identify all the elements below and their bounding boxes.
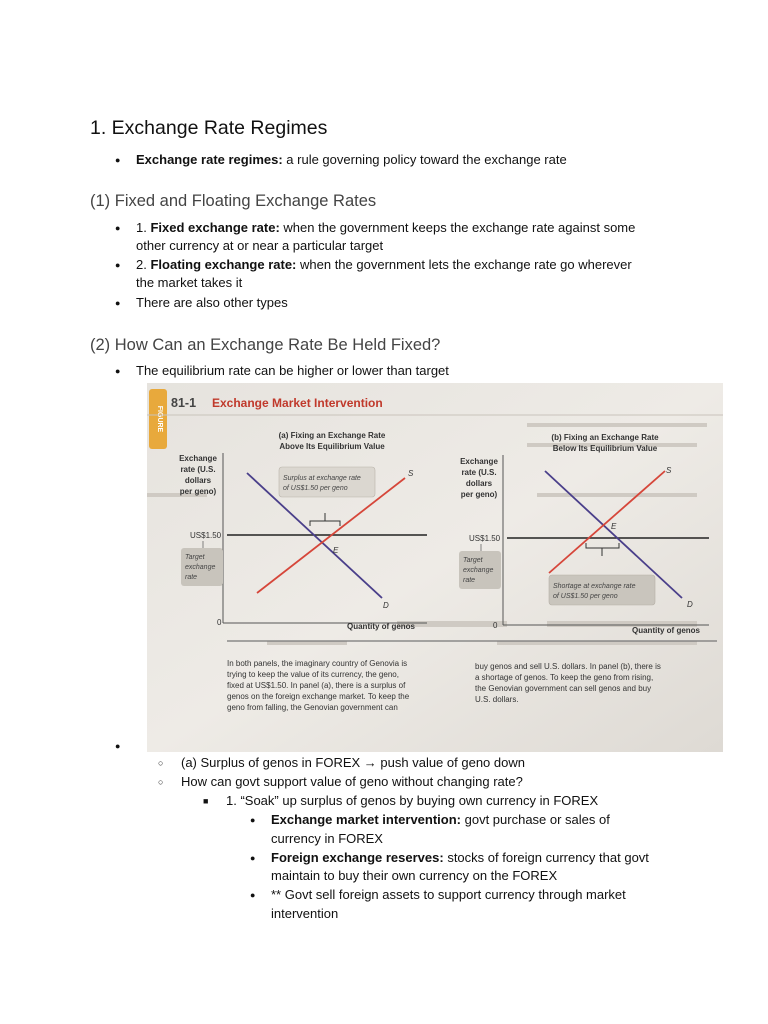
term: Fixed exchange rate: xyxy=(150,220,280,235)
figure-number: 81-1 xyxy=(171,396,197,410)
target-label: exchange xyxy=(185,564,216,571)
bullet-icon: ● xyxy=(250,853,256,863)
panel-a-title: (a) Fixing an Exchange Rate xyxy=(278,431,386,440)
bullet-icon: ● xyxy=(115,223,121,233)
figure-tab-label: FIGURE xyxy=(156,405,163,433)
term: Floating exchange rate: xyxy=(150,257,297,272)
fixed-rate-bullet xyxy=(136,219,635,238)
continuation-line: other currency at or near a particular target xyxy=(136,238,384,253)
surplus-note: (a) Surplus of genos in FOREX → push value of geno down xyxy=(181,755,525,770)
section-heading: (1) Fixed and Floating Exchange Rates xyxy=(90,192,377,210)
number: 1. xyxy=(136,220,151,235)
figure-photo xyxy=(147,383,723,752)
callout-text: of US$1.50 per geno xyxy=(283,485,348,492)
supply-label: S xyxy=(666,466,672,475)
x-axis-label: Quantity of genos xyxy=(632,626,700,635)
term: Exchange market intervention: xyxy=(271,812,461,827)
page-title: 1. Exchange Rate Regimes xyxy=(90,117,328,139)
y-axis-label: Exchange xyxy=(460,457,498,466)
equilibrium-bullet: The equilibrium rate can be higher or lower than target xyxy=(136,363,449,378)
y-axis-label: per geno) xyxy=(179,487,217,496)
caption-line: trying to keep the value of its currency, the geno, xyxy=(227,670,399,679)
y-axis-label: dollars xyxy=(184,476,212,485)
origin-label: 0 xyxy=(217,618,222,627)
target-label: Target xyxy=(185,554,205,561)
intro-bullet xyxy=(136,151,567,170)
target-label: Target xyxy=(463,557,483,564)
equilibrium-label: E xyxy=(611,522,617,531)
origin-label: 0 xyxy=(493,621,498,630)
intervention-bullet xyxy=(271,811,610,830)
number: 2. xyxy=(136,257,151,272)
y-axis-label: Exchange xyxy=(179,454,217,463)
bullet-icon: ● xyxy=(250,890,256,900)
bullet-icon: ● xyxy=(115,298,121,308)
floating-rate-bullet xyxy=(136,256,632,275)
question-note: How can govt support value of geno without changing rate? xyxy=(181,774,523,789)
caption-line: geno from falling, the Genovian government can xyxy=(227,703,398,712)
other-types-bullet: There are also other types xyxy=(136,295,288,310)
definition: a rule governing policy toward the exchange rate xyxy=(282,152,567,167)
target-label: rate xyxy=(185,574,198,581)
y-axis-label: rate (U.S. xyxy=(461,468,497,477)
caption-line: genos on the foreign exchange market. To keep the xyxy=(227,692,410,701)
continuation-line: maintain to buy their own currency on the FOREX xyxy=(271,868,558,883)
continuation-line: intervention xyxy=(271,906,339,921)
definition: stocks of foreign currency that govt xyxy=(443,850,649,865)
square-bullet-icon: ■ xyxy=(203,796,209,806)
x-axis-label: Quantity of genos xyxy=(347,622,415,631)
continuation-line: currency in FOREX xyxy=(271,831,383,846)
bullet-icon: ● xyxy=(250,815,256,825)
target-label: rate xyxy=(463,577,476,584)
bullet-icon: ● xyxy=(115,155,121,165)
hollow-bullet-icon: ○ xyxy=(158,777,164,787)
panel-b-title: (b) Fixing an Exchange Rate xyxy=(551,433,659,442)
supply-label: S xyxy=(408,469,414,478)
bullet-icon: ● xyxy=(115,741,121,751)
hollow-bullet-icon: ○ xyxy=(158,758,164,768)
demand-label: D xyxy=(687,600,693,609)
equilibrium-label: E xyxy=(333,546,339,555)
soak-note: 1. “Soak” up surplus of genos by buying own currency in FOREX xyxy=(226,793,599,808)
definition: when the government lets the exchange rate go wherever xyxy=(296,257,632,272)
panel-a-subtitle: Above Its Equilibrium Value xyxy=(279,442,385,451)
bullet-icon: ● xyxy=(115,260,121,270)
definition: govt purchase or sales of xyxy=(461,812,610,827)
surplus-callout xyxy=(279,467,375,497)
caption-line: the Genovian government can sell genos and buy xyxy=(475,684,652,693)
continuation-line: the market takes it xyxy=(136,275,243,290)
reserves-bullet xyxy=(271,849,649,868)
price-label: US$1.50 xyxy=(190,531,222,540)
y-axis-label: dollars xyxy=(465,479,493,488)
y-axis-label: per geno) xyxy=(460,490,498,499)
section-heading: (2) How Can an Exchange Rate Be Held Fixed? xyxy=(90,336,441,354)
shortage-callout xyxy=(549,575,655,605)
caption-line: fixed at US$1.50. In panel (a), there is a surplus of xyxy=(227,681,406,690)
caption-line: buy genos and sell U.S. dollars. In panel (b), there is xyxy=(475,662,661,671)
caption-line: a shortage of genos. To keep the geno from rising, xyxy=(475,673,654,682)
callout-text: Surplus at exchange rate xyxy=(283,475,361,482)
price-label: US$1.50 xyxy=(469,534,501,543)
caption-line: In both panels, the imaginary country of Genovia is xyxy=(227,659,408,668)
callout-text: of US$1.50 per geno xyxy=(553,593,618,600)
y-axis-label: rate (U.S. xyxy=(180,465,216,474)
caption-line: U.S. dollars. xyxy=(475,695,519,704)
figure-title: Exchange Market Intervention xyxy=(212,396,383,410)
target-label: exchange xyxy=(463,567,494,574)
panel-b-subtitle: Below Its Equilibrium Value xyxy=(552,444,658,453)
term: Foreign exchange reserves: xyxy=(271,850,444,865)
definition: when the government keeps the exchange rate against some xyxy=(279,220,636,235)
callout-text: Shortage at exchange rate xyxy=(553,583,636,590)
bullet-icon: ● xyxy=(115,366,121,376)
figure-svg xyxy=(147,383,723,752)
term: Exchange rate regimes: xyxy=(136,152,283,167)
demand-label: D xyxy=(383,601,389,610)
foreign-assets-bullet: ** Govt sell foreign assets to support currency through market xyxy=(271,887,626,902)
